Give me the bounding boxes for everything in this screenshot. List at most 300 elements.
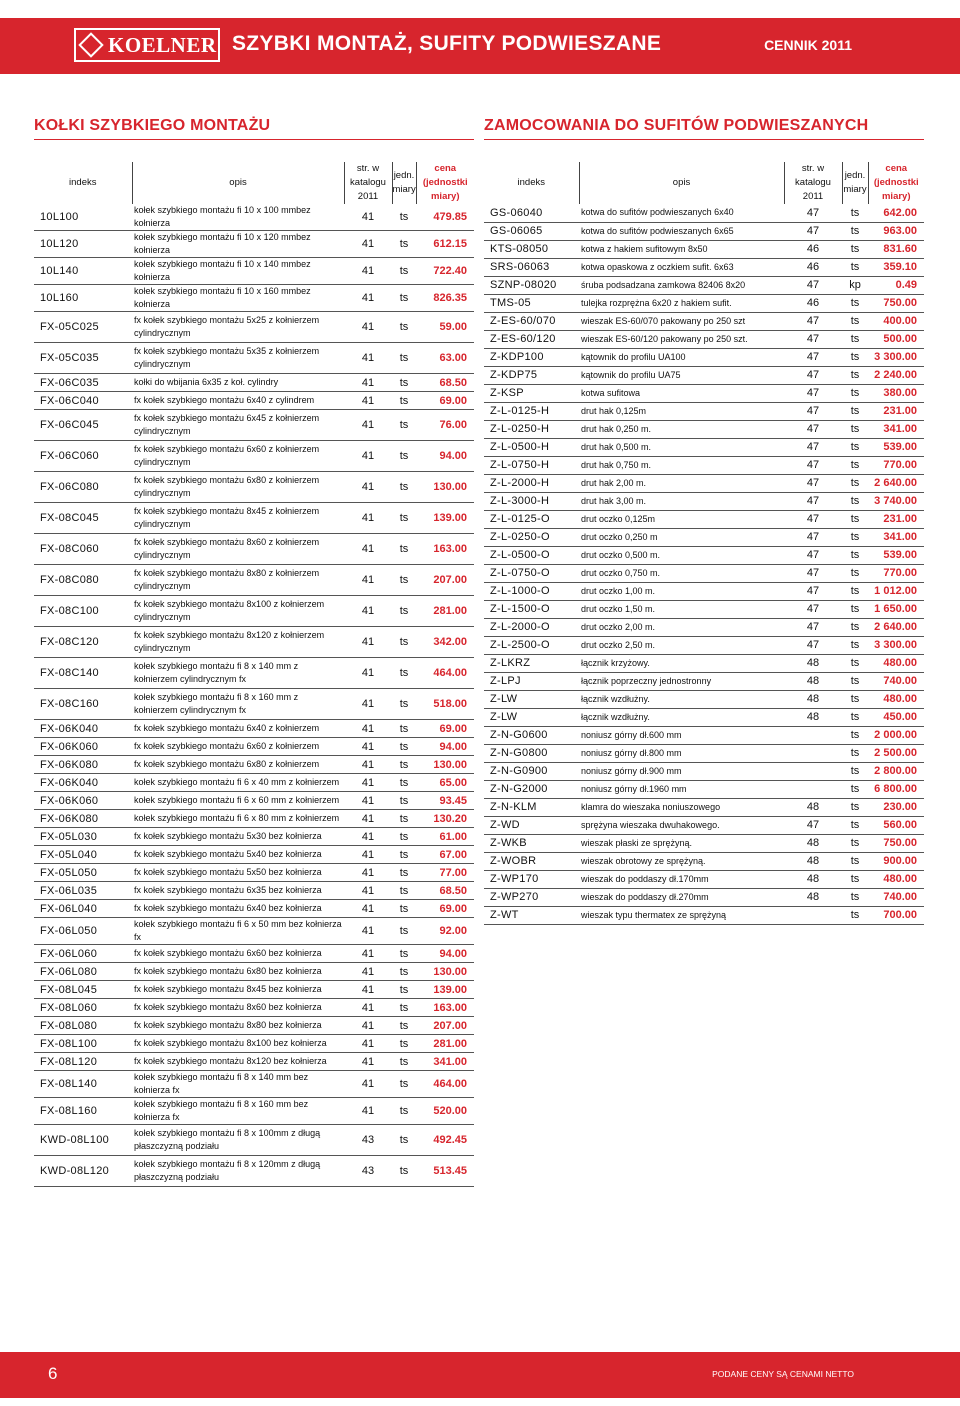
table-row xyxy=(34,999,474,1017)
row-unit: ts xyxy=(399,1134,409,1146)
table-row xyxy=(484,654,924,672)
row-catalog-page: 47 xyxy=(806,639,820,651)
row-description: drut oczko 0,250 m xyxy=(581,531,658,542)
row-index: FX-08L100 xyxy=(40,1037,98,1050)
row-unit: ts xyxy=(399,1165,409,1177)
row-description: noniusz górny dł.900 mm xyxy=(581,765,682,776)
table-row xyxy=(34,738,474,756)
row-description: kołek szybkiego montażu fi 8 x 140 mm z kołnierzem cylindrycznym fx xyxy=(134,661,299,684)
row-unit: ts xyxy=(850,459,860,471)
row-catalog-page: 47 xyxy=(806,225,820,237)
row-unit: ts xyxy=(399,812,409,825)
row-index: FX-06C035 xyxy=(40,376,99,389)
table-row xyxy=(484,312,924,330)
row-index: Z-L-0125-O xyxy=(490,513,550,525)
table-row xyxy=(484,510,924,528)
row-index: FX-06K060 xyxy=(40,740,99,753)
table-row xyxy=(484,294,924,312)
row-catalog-page: 47 xyxy=(806,459,820,471)
row-index: Z-WD xyxy=(490,819,520,831)
header-price-list: CENNIK 2011 xyxy=(764,37,852,53)
row-description: kołki do wbijania 6x35 z koł. cylindry xyxy=(134,377,279,387)
row-price: 77.00 xyxy=(439,866,467,879)
row-catalog-page: 48 xyxy=(806,873,820,885)
table-row xyxy=(484,276,924,294)
row-price: 539.00 xyxy=(883,549,917,561)
row-price: 359.10 xyxy=(883,261,917,273)
row-index: FX-06K080 xyxy=(40,758,99,771)
table-row xyxy=(34,1035,474,1053)
row-catalog-page: 41 xyxy=(361,1019,375,1032)
table-row xyxy=(484,402,924,420)
row-index: Z-WKB xyxy=(490,837,527,849)
row-index: Z-N-G0900 xyxy=(490,765,548,777)
row-price: 560.00 xyxy=(883,819,917,831)
row-unit: ts xyxy=(399,740,409,753)
row-description: klamra do wieszaka noniuszowego xyxy=(581,801,721,812)
row-description: sprężyna wieszaka dwuhakowego. xyxy=(581,819,720,830)
table-row xyxy=(34,658,474,689)
row-index: FX-05L050 xyxy=(40,866,98,879)
row-index: Z-WP270 xyxy=(490,891,539,903)
row-index: Z-L-1000-O xyxy=(490,585,550,597)
table-row xyxy=(34,441,474,472)
row-unit: ts xyxy=(850,477,860,489)
row-catalog-page: 41 xyxy=(361,292,375,304)
row-description: noniusz górny dł.1960 mm xyxy=(581,783,687,794)
table-row xyxy=(34,472,474,503)
table-row xyxy=(484,222,924,240)
row-price: 139.00 xyxy=(433,983,467,996)
row-unit: ts xyxy=(399,722,409,735)
table-row xyxy=(484,366,924,384)
row-unit: ts xyxy=(850,315,860,327)
row-description: wieszak ES-60/070 pakowany po 250 szt xyxy=(581,315,746,326)
row-catalog-page: 41 xyxy=(361,925,375,937)
row-index: FX-06C040 xyxy=(40,394,99,407)
row-catalog-page: 48 xyxy=(806,711,820,723)
right-section-rule xyxy=(484,139,924,140)
row-catalog-page xyxy=(784,744,842,762)
row-unit: ts xyxy=(850,819,860,831)
row-catalog-page: 46 xyxy=(806,261,820,273)
row-description: fx kołek szybkiego montażu 5x40 bez kołnierza xyxy=(134,849,322,859)
row-catalog-page: 48 xyxy=(806,855,820,867)
row-description: fx kołek szybkiego montażu 8x100 z kołnierzem cylindrycznym xyxy=(134,599,325,622)
table-row xyxy=(34,689,474,720)
table-row xyxy=(34,900,474,918)
row-unit: ts xyxy=(399,794,409,807)
table-row xyxy=(484,474,924,492)
row-description: fx kołek szybkiego montażu 5x35 z kołnierzem cylindrycznym xyxy=(134,346,320,369)
table-row xyxy=(34,720,474,738)
table-row xyxy=(34,596,474,627)
row-unit: ts xyxy=(399,292,409,304)
row-index: FX-08L060 xyxy=(40,1001,98,1014)
table-row xyxy=(484,870,924,888)
row-description: fx kołek szybkiego montażu 5x30 bez kołnierza xyxy=(134,831,322,841)
row-index: FX-06C060 xyxy=(40,450,99,462)
row-unit: ts xyxy=(850,639,860,651)
table-row xyxy=(34,981,474,999)
row-catalog-page: 47 xyxy=(806,387,820,399)
row-description: łącznik wzdłużny. xyxy=(581,711,650,722)
row-unit: ts xyxy=(850,621,860,633)
row-price: 231.00 xyxy=(883,513,917,525)
row-unit: ts xyxy=(850,369,860,381)
row-price: 92.00 xyxy=(439,925,467,937)
row-description: fx kołek szybkiego montażu 5x50 bez kołnierza xyxy=(134,867,322,877)
row-price: 750.00 xyxy=(883,837,917,849)
row-catalog-page: 41 xyxy=(361,211,375,223)
table-row xyxy=(34,756,474,774)
col-unit: jedn. miary xyxy=(392,162,416,204)
row-description: kołek szybkiego montażu fi 8 x 140 mm bez kołnierza fx xyxy=(134,1072,309,1095)
row-description: fx kołek szybkiego montażu 8x80 bez kołnierza xyxy=(134,1020,322,1030)
row-unit: ts xyxy=(850,441,860,453)
table-row xyxy=(34,285,474,312)
row-index: KTS-08050 xyxy=(490,243,549,255)
row-index: FX-06C045 xyxy=(40,419,99,431)
row-catalog-page xyxy=(784,906,842,924)
row-description: fx kołek szybkiego montażu 8x120 bez kołnierza xyxy=(134,1056,327,1066)
row-catalog-page: 43 xyxy=(361,1134,375,1146)
row-description: drut oczko 0,750 m. xyxy=(581,567,661,578)
table-row xyxy=(34,1156,474,1187)
row-index: FX-08C060 xyxy=(40,543,99,555)
row-price: 63.00 xyxy=(439,352,467,364)
row-description: wieszak do poddaszy dł.270mm xyxy=(581,891,709,902)
table-row xyxy=(484,600,924,618)
row-unit: ts xyxy=(850,729,860,741)
col-index: indeks xyxy=(34,162,132,204)
row-catalog-page: 41 xyxy=(361,481,375,493)
row-unit: ts xyxy=(399,376,409,389)
row-price: 750.00 xyxy=(883,297,917,309)
row-price: 130.00 xyxy=(433,481,467,493)
row-unit: ts xyxy=(850,297,860,309)
row-catalog-page: 47 xyxy=(806,369,820,381)
row-catalog-page: 41 xyxy=(361,450,375,462)
table-row xyxy=(34,963,474,981)
row-description: kołek szybkiego montażu fi 10 x 140 mmbez kołnierza xyxy=(134,259,311,282)
row-price: 67.00 xyxy=(439,848,467,861)
row-unit: ts xyxy=(399,698,409,710)
row-description: fx kołek szybkiego montażu 6x35 bez kołnierza xyxy=(134,885,322,895)
row-description: fx kołek szybkiego montażu 8x45 bez kołnierza xyxy=(134,984,322,994)
col-desc: opis xyxy=(132,162,344,204)
row-unit: ts xyxy=(850,801,860,813)
header-bar xyxy=(0,18,960,74)
row-index: FX-08C120 xyxy=(40,636,99,648)
col-price: cena (jednostki miary) xyxy=(422,163,468,202)
row-catalog-page: 47 xyxy=(806,567,820,579)
row-unit: ts xyxy=(850,351,860,363)
row-price: 2 640.00 xyxy=(874,621,917,633)
row-description: kołek szybkiego montażu fi 6 x 60 mm z kołnierzem xyxy=(134,795,340,805)
row-price: 500.00 xyxy=(883,333,917,345)
row-unit: ts xyxy=(850,567,860,579)
table-row xyxy=(484,834,924,852)
table-row xyxy=(34,918,474,945)
row-price: 65.00 xyxy=(439,776,467,789)
row-price: 3 300.00 xyxy=(874,351,917,363)
row-unit: ts xyxy=(399,1037,409,1050)
table-row xyxy=(484,780,924,798)
row-unit: ts xyxy=(850,261,860,273)
row-description: drut oczko 0,500 m. xyxy=(581,549,661,560)
row-index: SZNP-08020 xyxy=(490,279,557,291)
row-index: FX-06C080 xyxy=(40,481,99,493)
row-price: 341.00 xyxy=(883,531,917,543)
row-unit: ts xyxy=(399,394,409,407)
row-description: fx kołek szybkiego montażu 5x25 z kołnierzem cylindrycznym xyxy=(134,315,320,338)
row-index: Z-L-0125-H xyxy=(490,405,550,417)
row-index: FX-06L060 xyxy=(40,947,98,960)
left-section-rule xyxy=(34,139,474,140)
row-price: 230.00 xyxy=(883,801,917,813)
row-price: 480.00 xyxy=(883,873,917,885)
row-unit: ts xyxy=(399,238,409,250)
table-row xyxy=(484,636,924,654)
row-description: wieszak ES-60/120 pakowany po 250 szt. xyxy=(581,333,748,344)
row-price: 492.45 xyxy=(433,1134,467,1146)
row-description: fx kołek szybkiego montażu 6x40 z kołnierzem xyxy=(134,723,320,733)
row-catalog-page: 46 xyxy=(806,243,820,255)
row-unit: ts xyxy=(850,531,860,543)
row-catalog-page: 41 xyxy=(361,419,375,431)
row-description: kołek szybkiego montażu fi 8 x 120mm z długą płaszczyzną podziału xyxy=(134,1159,321,1182)
row-description: drut hak 3,00 m. xyxy=(581,495,647,506)
row-description: drut hak 0,750 m. xyxy=(581,459,652,470)
row-index: Z-L-2500-O xyxy=(490,639,550,651)
row-catalog-page: 48 xyxy=(806,801,820,813)
row-description: śruba podsadzana zamkowa 82406 8x20 xyxy=(581,279,746,290)
row-unit: ts xyxy=(399,512,409,524)
row-index: 10L160 xyxy=(40,292,79,304)
table-row xyxy=(34,1125,474,1156)
row-catalog-page: 41 xyxy=(361,376,375,389)
brand-name: KOELNER xyxy=(108,32,217,57)
row-index: 10L120 xyxy=(40,238,79,250)
row-catalog-page: 47 xyxy=(806,477,820,489)
row-description: kotwa opaskowa z oczkiem sufit. 6x63 xyxy=(581,261,734,272)
table-row xyxy=(34,534,474,565)
row-price: 722.40 xyxy=(433,265,467,277)
row-index: SRS-06063 xyxy=(490,261,550,273)
row-catalog-page: 41 xyxy=(361,830,375,843)
row-index: Z-L-1500-O xyxy=(490,603,550,615)
table-row xyxy=(34,1053,474,1071)
row-price: 740.00 xyxy=(883,891,917,903)
row-price: 93.45 xyxy=(439,794,467,807)
table-row xyxy=(34,627,474,658)
row-catalog-page xyxy=(784,762,842,780)
row-price: 281.00 xyxy=(433,605,467,617)
table-row xyxy=(34,882,474,900)
table-row xyxy=(484,348,924,366)
row-unit: ts xyxy=(399,574,409,586)
row-index: 10L100 xyxy=(40,211,79,223)
row-description: wieszak obrotowy ze sprężyną. xyxy=(581,855,706,866)
table-row xyxy=(484,492,924,510)
row-catalog-page: 48 xyxy=(806,891,820,903)
row-index: Z-ES-60/120 xyxy=(490,333,556,345)
row-unit: ts xyxy=(850,837,860,849)
row-price: 3 740.00 xyxy=(874,495,917,507)
row-description: fx kołek szybkiego montażu 6x45 z kołnierzem cylindrycznym xyxy=(134,413,320,436)
row-description: wieszak typu thermatex ze sprężyną xyxy=(581,909,727,920)
row-catalog-page: 41 xyxy=(361,238,375,250)
row-price: 163.00 xyxy=(433,1001,467,1014)
row-index: FX-06K040 xyxy=(40,722,99,735)
row-index: FX-08C140 xyxy=(40,667,99,679)
row-catalog-page: 47 xyxy=(806,585,820,597)
row-catalog-page: 41 xyxy=(361,543,375,555)
row-description: drut oczko 2,50 m. xyxy=(581,639,656,650)
row-catalog-page: 41 xyxy=(361,794,375,807)
col-unit: jedn. miary xyxy=(842,162,868,204)
row-price: 2 800.00 xyxy=(874,765,917,777)
row-index: TMS-05 xyxy=(490,297,531,309)
row-index: Z-L-2000-O xyxy=(490,621,550,633)
row-catalog-page: 47 xyxy=(806,513,820,525)
row-unit: ts xyxy=(850,747,860,759)
row-price: 0.49 xyxy=(895,279,917,291)
row-index: FX-08L140 xyxy=(40,1078,98,1090)
row-catalog-page: 41 xyxy=(361,574,375,586)
row-index: Z-N-KLM xyxy=(490,801,537,813)
table-row xyxy=(34,945,474,963)
row-index: FX-05C035 xyxy=(40,352,99,364)
row-description: fx kołek szybkiego montażu 8x60 bez kołnierza xyxy=(134,1002,322,1012)
row-index: FX-08L160 xyxy=(40,1105,98,1117)
row-unit: ts xyxy=(399,450,409,462)
row-price: 770.00 xyxy=(883,567,917,579)
row-price: 480.00 xyxy=(883,657,917,669)
table-row xyxy=(484,420,924,438)
row-unit: ts xyxy=(399,1055,409,1068)
row-price: 341.00 xyxy=(883,423,917,435)
row-description: drut hak 0,125m xyxy=(581,405,647,416)
row-unit: ts xyxy=(399,636,409,648)
row-description: fx kołek szybkiego montażu 8x100 bez kołnierza xyxy=(134,1038,327,1048)
row-unit: ts xyxy=(850,711,860,723)
table-row xyxy=(484,618,924,636)
row-price: 464.00 xyxy=(433,1078,467,1090)
table-row xyxy=(34,810,474,828)
table-row xyxy=(484,888,924,906)
row-price: 69.00 xyxy=(439,394,467,407)
row-description: kołek szybkiego montażu fi 6 x 80 mm z kołnierzem xyxy=(134,813,340,823)
row-unit: ts xyxy=(399,1001,409,1014)
row-catalog-page: 41 xyxy=(361,983,375,996)
row-catalog-page: 41 xyxy=(361,636,375,648)
row-unit: ts xyxy=(850,405,860,417)
table-row xyxy=(34,774,474,792)
footer-note: PODANE CENY SĄ CENAMI NETTO xyxy=(712,1369,854,1379)
row-price: 3 300.00 xyxy=(874,639,917,651)
table-row xyxy=(34,828,474,846)
row-price: 2 240.00 xyxy=(874,369,917,381)
row-price: 450.00 xyxy=(883,711,917,723)
row-description: tulejka rozprężna 6x20 z hakiem sufit. xyxy=(581,297,732,308)
row-index: Z-L-0500-O xyxy=(490,549,550,561)
row-price: 341.00 xyxy=(433,1055,467,1068)
row-price: 612.15 xyxy=(433,238,467,250)
row-price: 2 500.00 xyxy=(874,747,917,759)
row-description: wieszak do poddaszy dł.170mm xyxy=(581,873,709,884)
row-index: FX-06L040 xyxy=(40,902,98,915)
row-price: 963.00 xyxy=(883,225,917,237)
row-description: kołek szybkiego montażu fi 10 x 120 mmbez kołnierza xyxy=(134,232,311,255)
table-row xyxy=(484,564,924,582)
row-price: 68.50 xyxy=(439,376,467,389)
row-index: KWD-08L120 xyxy=(40,1165,110,1177)
table-header xyxy=(484,162,924,204)
table-row xyxy=(34,1017,474,1035)
table-row xyxy=(484,690,924,708)
row-catalog-page: 41 xyxy=(361,1078,375,1090)
row-unit: ts xyxy=(850,855,860,867)
row-catalog-page: 41 xyxy=(361,884,375,897)
row-description: kołek szybkiego montażu fi 8 x 160 mm z kołnierzem cylindrycznym fx xyxy=(134,692,299,715)
row-unit: ts xyxy=(399,830,409,843)
row-catalog-page: 47 xyxy=(806,549,820,561)
row-index: FX-08L080 xyxy=(40,1019,98,1032)
row-index: FX-08C045 xyxy=(40,512,99,524)
row-price: 480.00 xyxy=(883,693,917,705)
row-description: fx kołek szybkiego montażu 8x60 z kołnierzem cylindrycznym xyxy=(134,537,320,560)
row-description: fx kołek szybkiego montażu 8x45 z kołnierzem cylindrycznym xyxy=(134,506,320,529)
row-catalog-page: 41 xyxy=(361,1105,375,1117)
table-row xyxy=(484,726,924,744)
col-page: str. w katalogu 2011 xyxy=(344,162,392,204)
row-catalog-page: 41 xyxy=(361,1001,375,1014)
row-price: 139.00 xyxy=(433,512,467,524)
row-unit: ts xyxy=(399,947,409,960)
row-unit: ts xyxy=(399,1078,409,1090)
row-index: Z-LW xyxy=(490,711,518,723)
row-unit: ts xyxy=(850,765,860,777)
row-index: GS-06040 xyxy=(490,206,543,219)
koelner-logo xyxy=(74,28,220,62)
table-row xyxy=(484,816,924,834)
row-price: 69.00 xyxy=(439,722,467,735)
row-unit: ts xyxy=(850,333,860,345)
row-index: Z-N-G0600 xyxy=(490,729,548,741)
row-price: 69.00 xyxy=(439,902,467,915)
row-description: fx kołek szybkiego montażu 6x60 z kołnierzem cylindrycznym xyxy=(134,444,320,467)
row-description: kołek szybkiego montażu fi 8 x 160 mm bez kołnierza fx xyxy=(134,1099,309,1122)
row-unit: ts xyxy=(850,657,860,669)
row-price: 1 012.00 xyxy=(874,585,917,597)
row-price: 1 650.00 xyxy=(874,603,917,615)
table-row xyxy=(484,798,924,816)
table-row xyxy=(34,204,474,231)
row-unit: ts xyxy=(850,585,860,597)
table-row xyxy=(484,546,924,564)
row-index: FX-06L035 xyxy=(40,884,98,897)
table-row xyxy=(34,864,474,882)
row-index: FX-08C160 xyxy=(40,698,99,710)
left-section-title: KOŁKI SZYBKIEGO MONTAŻU xyxy=(34,117,271,134)
table-row xyxy=(484,384,924,402)
row-catalog-page: 47 xyxy=(806,819,820,831)
row-index: Z-N-G0800 xyxy=(490,747,548,759)
row-price: 94.00 xyxy=(439,947,467,960)
table-row xyxy=(34,1071,474,1098)
